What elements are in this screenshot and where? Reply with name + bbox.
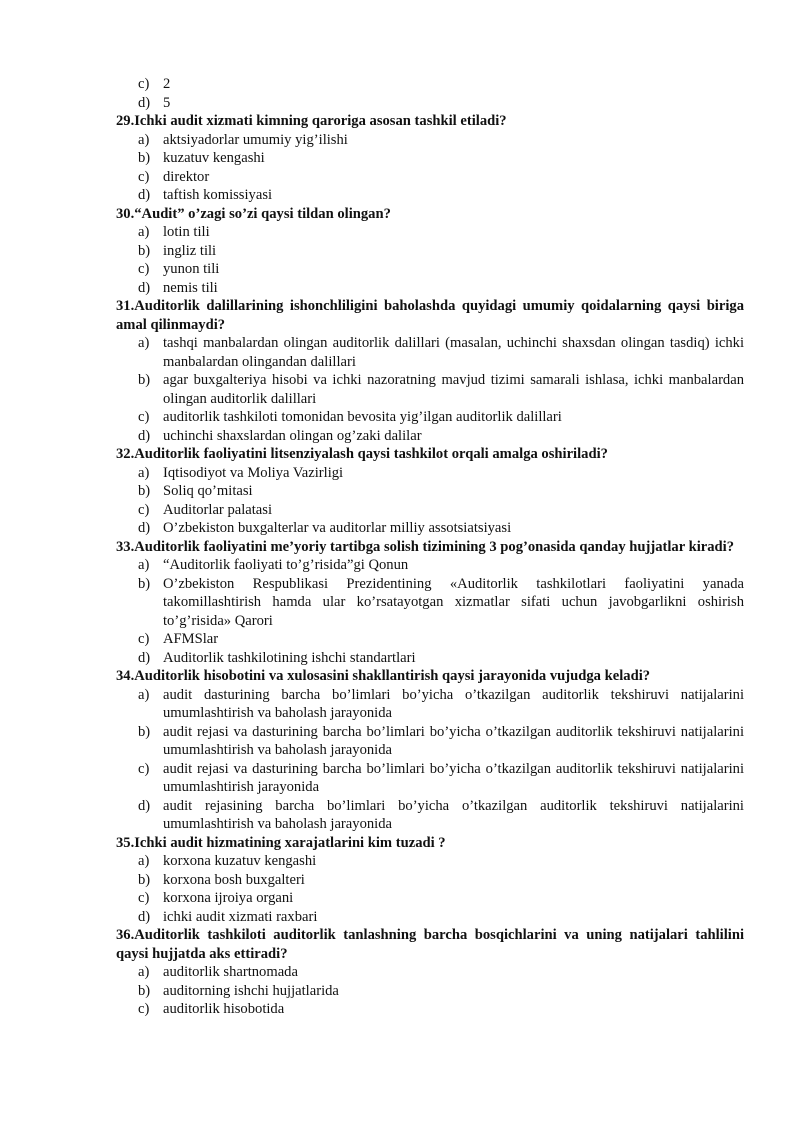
option-label: c) (138, 168, 150, 185)
question-block (116, 112, 744, 205)
option-label: a) (138, 964, 150, 980)
answer-option (116, 168, 744, 187)
option-label: c) (138, 1001, 150, 1017)
answer-option (116, 427, 744, 446)
answer-option (116, 75, 744, 94)
answer-option (116, 575, 744, 631)
option-label: a) (138, 131, 150, 148)
answer-option (116, 131, 744, 150)
answer-option (116, 371, 744, 408)
option-label: b) (138, 723, 151, 740)
option-text: 2 (163, 76, 171, 92)
answer-option (116, 908, 744, 927)
question-text: 36.Auditorlik tashkiloti auditorlik tanlashning barcha bosqichlarini va uning natijalari tahlilini qaysi hujjatda aks ettiradi? (116, 927, 744, 962)
option-text: auditorlik tashkiloti tomonidan bevosita yig’ilgan auditorlik dalillari (163, 409, 562, 425)
option-text: audit rejasi va dasturining barcha bo’limlari bo’yicha o’tkazilgan auditorlik tekshiruvi natijalarini umumlashtirish jarayonida (163, 760, 744, 795)
question-text: 33.Auditorlik faoliyatini me’yoriy tartibga solish tizimining 3 pog’onasida qanday hujjatlar kiradi? (116, 538, 735, 555)
option-text: uchinchi shaxslardan olingan og’zaki dalilar (163, 427, 422, 444)
answer-option (116, 852, 744, 871)
option-label: b) (138, 483, 151, 499)
option-label: d) (138, 520, 151, 536)
answer-option (116, 408, 744, 427)
question-text: 34.Auditorlik hisobotini va xulosasini shakllantirish qaysi jarayonida vujudga keladi? (116, 668, 651, 684)
option-text: Iqtisodiyot va Moliya Vazirligi (163, 464, 344, 481)
question-text: 29.Ichki audit xizmati kimning qaroriga asosan tashkil etiladi? (116, 113, 507, 129)
question-block (116, 667, 744, 834)
answer-option (116, 1000, 744, 1019)
question-list (116, 75, 744, 1019)
question-text: 32.Auditorlik faoliyatini litsenziyalash qaysi tashkilot orqali amalga oshiriladi? (116, 446, 608, 462)
question-block (116, 297, 744, 445)
option-text: lotin tili (163, 224, 210, 240)
option-text: direktor (163, 168, 210, 185)
option-text: 5 (163, 94, 171, 111)
answer-option (116, 871, 744, 890)
option-text: nemis tili (163, 279, 218, 296)
answer-option (116, 982, 744, 1001)
option-label: c) (138, 409, 150, 425)
answer-option (116, 649, 744, 668)
option-label: a) (138, 224, 150, 240)
option-text: ingliz tili (163, 242, 217, 259)
answer-option (116, 797, 744, 834)
question-text: 35.Ichki audit hizmatining xarajatlarini kim tuzadi ? (116, 834, 446, 851)
option-label: d) (138, 94, 151, 111)
option-label: a) (138, 335, 150, 351)
answer-option (116, 186, 744, 205)
option-label: d) (138, 187, 151, 203)
option-text: Auditorlar palatasi (163, 501, 273, 518)
answer-option (116, 334, 744, 371)
answer-option (116, 889, 744, 908)
option-label: b) (138, 372, 151, 388)
answer-option (116, 242, 744, 261)
option-text: korxona kuzatuv kengashi (163, 853, 317, 869)
option-text: tashqi manbalardan olingan auditorlik dalillari (masalan, uchinchi shaxsdan olingan tasdiq) ichki manbalardan olingandan dalillari (163, 335, 744, 370)
answer-option (116, 686, 744, 723)
answer-option (116, 501, 744, 520)
option-label: c) (138, 501, 150, 518)
option-text: korxona ijroiya organi (163, 890, 294, 906)
option-text: taftish komissiyasi (163, 187, 273, 203)
answer-option (116, 482, 744, 501)
question-block (116, 926, 744, 1019)
option-label: b) (138, 150, 151, 166)
answer-option (116, 723, 744, 760)
option-label: d) (138, 279, 151, 296)
answer-option (116, 94, 744, 113)
option-text: auditorlik shartnomada (163, 964, 298, 980)
question-block (116, 538, 744, 668)
option-text: kuzatuv kengashi (163, 150, 265, 166)
answer-option (116, 630, 744, 649)
option-label: b) (138, 242, 151, 259)
option-text: Auditorlik tashkilotining ishchi standartlari (163, 649, 416, 666)
option-text: O’zbekiston Respublikasi Prezidentining «Auditorlik tashkilotlari faoliyatini yanada takomillashtirish hamda ular ko’rsatayotgan xizmatlar sifati uchun javobgarlikni oshirish to’g’risida» Qarori (163, 575, 744, 629)
option-label: d) (138, 797, 151, 814)
option-label: b) (138, 871, 151, 888)
answer-option (116, 279, 744, 298)
option-label: b) (138, 575, 151, 592)
option-text: auditorning ishchi hujjatlarida (163, 982, 339, 999)
option-label: a) (138, 464, 150, 481)
option-label: a) (138, 853, 150, 869)
option-text: korxona bosh buxgalteri (163, 871, 305, 888)
option-label: c) (138, 760, 150, 777)
option-text: “Auditorlik faoliyati to’g’risida”gi Qonun (163, 557, 409, 573)
option-text: audit dasturining barcha bo’limlari bo’yicha o’tkazilgan auditorlik tekshiruvi natijalarini umumlashtirish va baholash jarayonida (163, 686, 744, 721)
option-text: auditorlik hisobotida (163, 1001, 285, 1017)
option-text: Soliq qo’mitasi (163, 483, 253, 499)
option-label: c) (138, 890, 150, 906)
option-label: c) (138, 76, 150, 92)
option-label: c) (138, 631, 150, 647)
option-label: d) (138, 649, 151, 666)
answer-option (116, 223, 744, 242)
option-text: agar buxgalteriya hisobi va ichki nazoratning mavjud tizimi samarali ishlasa, ichki manbalardan olingan auditorlik dalillari (163, 372, 744, 407)
option-text: ichki audit xizmati raxbari (163, 908, 318, 925)
question-block (116, 834, 744, 927)
option-text: audit rejasining barcha bo’limlari bo’yicha o’tkazilgan auditorlik tekshiruvi natijalarini umumlashtirish va baholash jarayonida (163, 797, 744, 832)
question-text: 31.Auditorlik dalillarining ishonchliligini baholashda quyidagi umumiy qoidalarning qaysi biriga amal qilinmaydi? (116, 298, 744, 333)
answer-option (116, 963, 744, 982)
option-label: d) (138, 908, 151, 925)
answer-option (116, 556, 744, 575)
option-text: O’zbekiston buxgalterlar va auditorlar milliy assotsiatsiyasi (163, 520, 512, 536)
option-label: d) (138, 427, 151, 444)
option-text: AFMSlar (163, 631, 219, 647)
answer-option (116, 519, 744, 538)
option-text: aktsiyadorlar umumiy yig’ilishi (163, 131, 348, 148)
option-text: yunon tili (163, 261, 220, 277)
question-text: 30.“Audit” o’zagi so’zi qaysi tildan olingan? (116, 205, 391, 222)
option-label: a) (138, 557, 150, 573)
option-label: b) (138, 982, 151, 999)
option-label: a) (138, 686, 150, 703)
question-block (116, 205, 744, 298)
answer-option (116, 760, 744, 797)
option-text: audit rejasi va dasturining barcha bo’limlari bo’yicha o’tkazilgan auditorlik tekshiruvi natijalarini umumlashtirish va baholash jarayonida (163, 723, 744, 758)
option-label: c) (138, 261, 150, 277)
answer-option (116, 260, 744, 279)
question-block (116, 445, 744, 538)
answer-option (116, 464, 744, 483)
answer-option (116, 149, 744, 168)
